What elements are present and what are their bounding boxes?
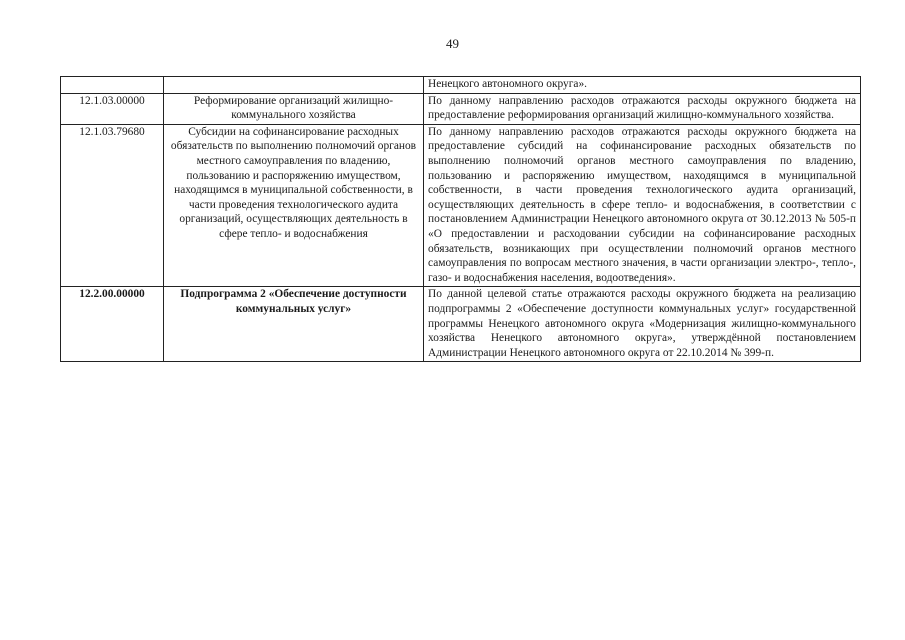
table-row-12-2-00-00000 <box>61 287 861 362</box>
row-name: Субсидии на софинансирование расходных обязательств по выполнению полномочий органов местного самоуправления по владению, пользованию и распоряжению имуществом, находящимся в муниципальной собственности, в части проведения технологического аудита организаций, осуществляющих деятельность в сфере тепло- и водоснабжения <box>164 124 424 287</box>
page-number: 49 <box>446 36 459 51</box>
table-row-continuation <box>61 77 861 94</box>
row-name: Подпрограмма 2 «Обеспечение доступности коммунальных услуг» <box>164 287 424 362</box>
row-name: Реформирование организаций жилищно-коммунального хозяйства <box>164 93 424 124</box>
row-code: 12.2.00.00000 <box>61 287 164 362</box>
row-description: По данному направлению расходов отражаются расходы окружного бюджета на предоставление реформирования организаций жилищно-коммунального хозяйства. <box>424 93 861 124</box>
row-code: 12.1.03.00000 <box>61 93 164 124</box>
row-code <box>61 77 164 94</box>
table-row-12-1-03-79680 <box>61 124 861 287</box>
row-description: По данной целевой статье отражаются расходы окружного бюджета на реализацию подпрограммы 2 «Обеспечение доступности коммунальных услуг» государственной программы Ненецкого автономного округа «Модернизация жилищно-коммунального хозяйства Ненецкого автономного округа», утверждённой постановлением Администрации Ненецкого автономного округа от 22.10.2014 № 399-п. <box>424 287 861 362</box>
budget-classification-table <box>60 76 861 362</box>
row-code: 12.1.03.79680 <box>61 124 164 287</box>
row-name <box>164 77 424 94</box>
row-description: Ненецкого автономного округа». <box>424 77 861 94</box>
table-row-12-1-03-00000 <box>61 93 861 124</box>
row-description: По данному направлению расходов отражаются расходы окружного бюджета на предоставление субсидий на софинансирование расходных обязательств по выполнению полномочий органов местного самоуправления по владению, пользованию и распоряжению имуществом, находящимся в муниципальной собственности, в части проведения технологического аудита организаций, осуществляющих деятельность в сфере тепло- и водоснабжения, в соответствии с постановлением Администрации Ненецкого автономного округа от 30.12.2013 № 505-п «О предоставлении и расходовании субсидии на софинансирование расходных обязательств, возникающих при осуществлении полномочий органов местного самоуправления по вопросам местного значения, в части организации электро-, тепло-, газо- и водоснабжения населения, водоотведения». <box>424 124 861 287</box>
